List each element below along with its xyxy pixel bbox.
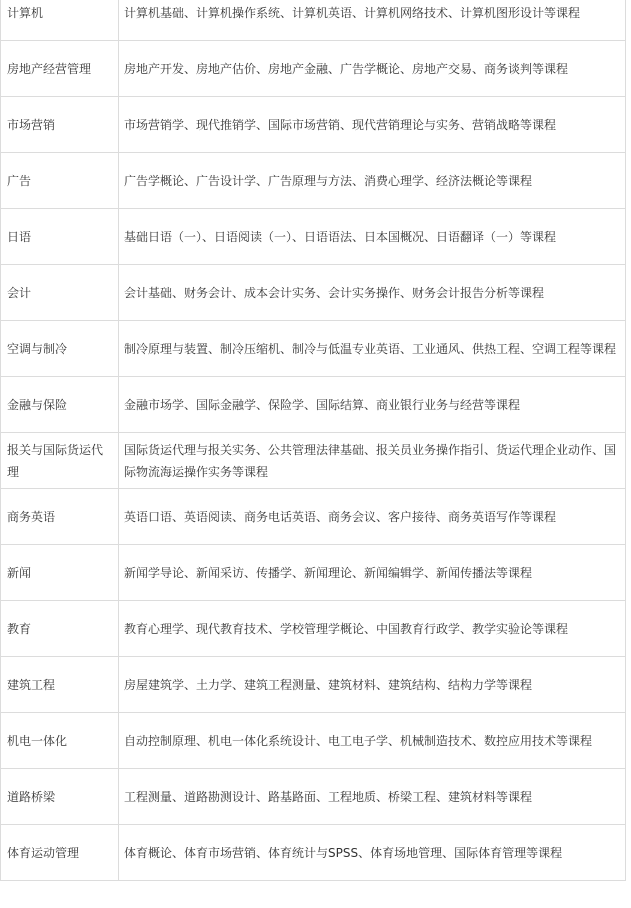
major-cell: 体育运动管理: [1, 825, 119, 881]
courses-cell: 自动控制原理、机电一体化系统设计、电工电子学、机械制造技术、数控应用技术等课程: [119, 713, 626, 769]
courses-cell: 新闻学导论、新闻采访、传播学、新闻理论、新闻编辑学、新闻传播法等课程: [119, 545, 626, 601]
courses-cell: 房地产开发、房地产估价、房地产金融、广告学概论、房地产交易、商务谈判等课程: [119, 41, 626, 97]
table-row: [1, 321, 626, 377]
major-cell: 房地产经营管理: [1, 41, 119, 97]
major-cell: 新闻: [1, 545, 119, 601]
major-cell: 金融与保险: [1, 377, 119, 433]
major-cell: 商务英语: [1, 489, 119, 545]
table-row: [1, 601, 626, 657]
major-cell: 建筑工程: [1, 657, 119, 713]
courses-cell: 教育心理学、现代教育技术、学校管理学概论、中国教育行政学、教学实验论等课程: [119, 601, 626, 657]
courses-cell: 金融市场学、国际金融学、保险学、国际结算、商业银行业务与经营等课程: [119, 377, 626, 433]
major-cell: 市场营销: [1, 97, 119, 153]
major-cell: 报关与国际货运代理: [1, 433, 119, 489]
table-row: [1, 0, 626, 41]
courses-cell: 制冷原理与装置、制冷压缩机、制冷与低温专业英语、工业通风、供热工程、空调工程等课程: [119, 321, 626, 377]
courses-cell: 会计基础、财务会计、成本会计实务、会计实务操作、财务会计报告分析等课程: [119, 265, 626, 321]
table-row: [1, 489, 626, 545]
table-row: [1, 41, 626, 97]
table-row: [1, 433, 626, 489]
courses-cell: 工程测量、道路勘测设计、路基路面、工程地质、桥梁工程、建筑材料等课程: [119, 769, 626, 825]
table-row: [1, 657, 626, 713]
table-row: [1, 97, 626, 153]
table-row: [1, 209, 626, 265]
major-cell: 广告: [1, 153, 119, 209]
courses-cell: 广告学概论、广告设计学、广告原理与方法、消费心理学、经济法概论等课程: [119, 153, 626, 209]
courses-cell: 体育概论、体育市场营销、体育统计与SPSS、体育场地管理、国际体育管理等课程: [119, 825, 626, 881]
courses-cell: 基础日语（一）、日语阅读（一）、日语语法、日本国概况、日语翻译（一）等课程: [119, 209, 626, 265]
major-cell: 机电一体化: [1, 713, 119, 769]
major-cell: 会计: [1, 265, 119, 321]
major-cell: 计算机: [1, 0, 119, 41]
table-row: [1, 545, 626, 601]
courses-cell: 市场营销学、现代推销学、国际市场营销、现代营销理论与实务、营销战略等课程: [119, 97, 626, 153]
major-cell: 道路桥梁: [1, 769, 119, 825]
major-cell: 日语: [1, 209, 119, 265]
courses-cell: 房屋建筑学、土力学、建筑工程测量、建筑材料、建筑结构、结构力学等课程: [119, 657, 626, 713]
table-row: [1, 153, 626, 209]
courses-cell: 计算机基础、计算机操作系统、计算机英语、计算机网络技术、计算机图形设计等课程: [119, 0, 626, 41]
courses-cell: 国际货运代理与报关实务、公共管理法律基础、报关员业务操作指引、货运代理企业动作、国际物流海运操作实务等课程: [119, 433, 626, 489]
table-row: [1, 265, 626, 321]
courses-cell: 英语口语、英语阅读、商务电话英语、商务会议、客户接待、商务英语写作等课程: [119, 489, 626, 545]
table-row: [1, 713, 626, 769]
major-cell: 教育: [1, 601, 119, 657]
table-row: [1, 377, 626, 433]
major-cell: 空调与制冷: [1, 321, 119, 377]
table-row: [1, 825, 626, 881]
table-row: [1, 769, 626, 825]
